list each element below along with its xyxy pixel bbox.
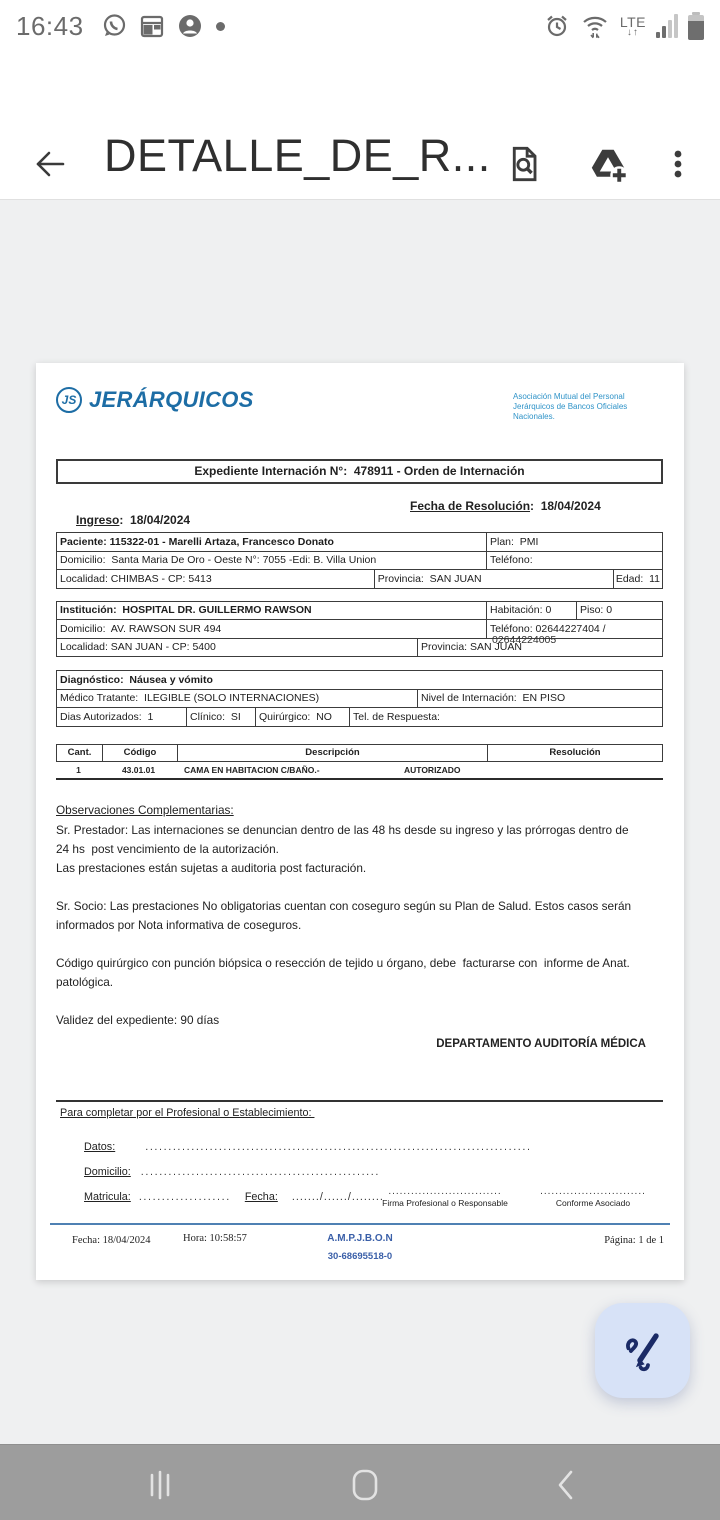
patient-phone-cell: Teléfono: [486,552,662,570]
footer-org: A.M.P.J.B.O.N [327,1233,393,1244]
institution-room-cell: Habitación: 0 [486,602,576,620]
institution-city-cell: Localidad: SAN JUAN - CP: 5400 [60,641,216,654]
dates-row [56,499,663,527]
footer-time: Hora: 10:58:57 [183,1233,247,1244]
logo-name: JERÁRQUICOS [89,387,254,412]
item-qty: 1 [76,764,81,775]
observation-paragraph: Sr. Socio: Las prestaciones No obligatorias cuentan con coseguro según su Plan de Salud. Estos casos serán informados por Nota informativa de coseguros. [56,898,635,932]
status-bar [0,0,720,52]
professional-heading: Para completar por el Profesional o Establecimiento: [60,1106,315,1119]
observation-paragraph: Código quirúrgico con punción biópsica o resección de tejido u órgano, debe facturarse con informe de Anat. patológica. [56,955,634,989]
diagnosis-table [56,670,663,727]
notification-dot-icon [216,22,225,31]
footer-page-number: Página: 1 de 1 [604,1235,664,1246]
ingreso-field: Ingreso: 18/04/2024 [76,513,191,527]
footer-org-number: 30-68695518-0 [327,1251,393,1262]
diagnosis-cell: Diagnóstico: Náusea y vómito [60,673,213,686]
expediente-title-bar: Expediente Internación N°: 478911 - Orden de Internación [56,459,663,484]
professional-section [56,1100,663,1222]
back-nav-button[interactable] [532,1459,602,1511]
document-title: DETALLE_DE_R... [104,130,491,181]
treating-doctor-cell: Médico Tratante: ILEGIBLE (SOLO INTERNACIONES) [60,692,320,705]
profile-icon [176,12,204,40]
patient-table [56,532,663,589]
alarm-icon [544,13,570,39]
lte-indicator: LTE ↓↑ [619,13,646,38]
clinical-cell: Clínico: SI [186,708,255,726]
patient-age-cell: Edad: 11 [613,570,662,588]
validity-text: Validez del expediente: 90 días [56,1012,220,1027]
battery-icon [688,12,704,40]
logo-monogram: JS [56,387,82,413]
add-to-drive-button[interactable] [586,142,630,186]
observations-section [56,801,644,1030]
signature-professional: .............................. Firma Profesional o Responsable [382,1185,508,1208]
institution-table [56,601,663,658]
annotate-fab-button[interactable] [595,1303,690,1398]
item-resolution: AUTORIZADO [404,764,461,775]
item-description: CAMA EN HABITACION C/BAÑO.- [184,764,320,775]
document-header [56,387,663,422]
observation-paragraph: Sr. Prestador: Las internaciones se denuncian dentro de las 48 hs desde su ingreso y las prórrogas dentro de 24 hs post vencimiento de la autorización. [56,822,632,856]
association-text: Asociación Mutual del Personal Jerárquicos de Bancos Oficiales Nacionales. [513,392,628,421]
institution-name-cell: Institución: HOSPITAL DR. GUILLERMO RAWSON [60,604,312,617]
wifi-icon [580,11,610,41]
items-table-header: Cant. Código Descripción Resolución [56,744,663,762]
care-level-cell: Nivel de Internación: EN PISO [417,690,662,708]
calendar-icon [138,12,166,40]
items-table-row [56,762,663,780]
jerarquicos-logo [56,387,254,413]
authorized-days-cell: Dias Autorizados: 1 [60,710,154,723]
signal-strength-icon [656,14,678,38]
institution-phone-overflow: 02644224005 [492,634,557,646]
back-button[interactable] [30,144,70,184]
response-phone-cell: Tel. de Respuesta: [349,708,662,726]
observation-paragraph: Las prestaciones están sujetas a auditoria post facturación. [56,860,367,875]
institution-province-cell: Provincia: SAN JUAN [417,639,662,657]
surgical-cell: Quirúrgico: NO [255,708,349,726]
whatsapp-icon [100,12,128,40]
patient-name-cell: Paciente: 115322-01 - Marelli Artaza, Francesco Donato [60,535,334,548]
footer-date: Fecha: 18/04/2024 [72,1235,151,1246]
more-options-button[interactable] [662,142,694,186]
datos-row: Datos: .................................................................................... [84,1140,532,1153]
resolucion-field: Fecha de Resolución: 18/04/2024 [410,499,601,513]
item-code: 43.01.01 [121,764,156,775]
app-bar [0,52,720,200]
institution-address-cell: Domicilio: AV. RAWSON SUR 494 [60,622,222,635]
institution-phone-cell: Teléfono: 02644227404 / 02644224005 [486,620,662,638]
institution-floor-cell: Piso: 0 [576,602,662,620]
patient-province-cell: Provincia: SAN JUAN [374,570,613,588]
pdf-viewer-area[interactable] [0,200,720,1444]
observations-heading: Observaciones Complementarias: [56,802,234,817]
recents-button[interactable] [125,1459,195,1511]
page-footer [50,1223,670,1270]
patient-city-cell: Localidad: CHIMBAS - CP: 5413 [60,572,212,585]
domicilio-row: Domicilio: .................................................... [84,1165,380,1178]
signature-member: ............................ Conforme Asociado [540,1185,646,1208]
document-page [36,363,684,1280]
patient-address-cell: Domicilio: Santa Maria De Oro - Oeste N°: 7055 -Edi: B. Villa Union [60,554,377,567]
patient-plan-cell: Plan: PMI [486,533,662,551]
audit-department-text: DEPARTAMENTO AUDITORÍA MÉDICA [436,1037,646,1050]
home-button[interactable] [330,1459,400,1511]
find-in-document-button[interactable] [503,142,547,186]
clock-time: 16:43 [16,10,84,41]
navigation-bar [0,1444,720,1520]
matricula-row: Matricula: .................... Fecha: ......./....../........ [84,1190,384,1203]
